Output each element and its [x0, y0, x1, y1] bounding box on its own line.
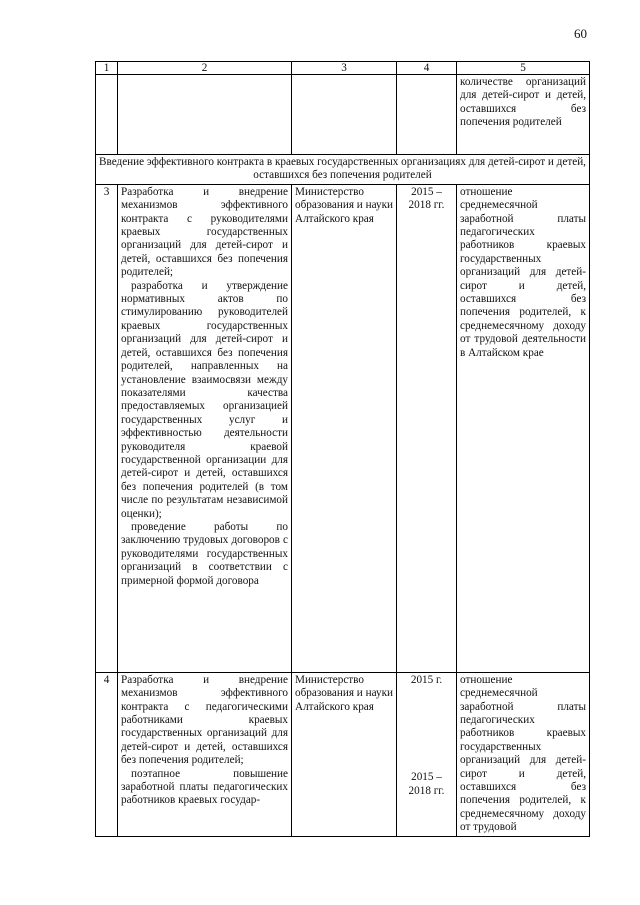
term-first: 2015 г. [410, 673, 443, 686]
page-number: 60 [574, 26, 587, 41]
term-end: 2018 гг. [408, 784, 445, 797]
header-cell-4: 4 [397, 62, 457, 75]
measures-table [95, 61, 590, 837]
measure-paragraph: разработка и утверждение нормативных актов по стимулированию руководителей краевых государственных организаций для детей-сирот и детей, оставшихся без попечения родителей, направленных на установление взаимосвязи между показателями качества предоставляемых организацией государственных услуг и эффективностью деятельности руководителя краевой государственной организации для детей-сирот и детей, оставшихся без попечения родителей (в том числе по результатам независимой оценки); [121, 279, 288, 520]
term-start: 2015 – [411, 771, 442, 784]
terms [397, 672, 457, 836]
continuation-cell-2 [118, 75, 292, 155]
executor: Министерство образования и науки Алтайского края [292, 672, 397, 836]
term-spacer [400, 701, 453, 715]
section-row [96, 155, 590, 185]
measure-paragraph: Разработка и внедрение механизмов эффективного контракта с руководителями краевых государственных организаций для детей-сирот и детей, оставшихся без попечения родителей; [121, 185, 288, 279]
continuation-cell-4 [397, 75, 457, 155]
term-spacer [400, 757, 453, 771]
term-start: 2015 – [411, 185, 442, 198]
header-cell-3: 3 [292, 62, 397, 75]
terms [397, 184, 457, 672]
term-spacer [400, 729, 453, 743]
term-end: 2018 гг. [408, 199, 445, 212]
measure-paragraph: поэтапное повышение заработной платы педагогических работников краевых государ- [121, 767, 288, 807]
executor: Министерство образования и науки Алтайского края [292, 184, 397, 672]
measure-description [118, 672, 292, 836]
term-spacer [400, 743, 453, 757]
measure-paragraph: Разработка и внедрение механизмов эффективного контракта с педагогическими работниками краевых государственных организаций для детей-сирот и детей, оставшихся без попечения родителей; [121, 673, 288, 767]
table-row [96, 672, 590, 836]
row-number: 4 [96, 672, 118, 836]
measure-description [118, 184, 292, 672]
table-row [96, 184, 590, 672]
continuation-row [96, 75, 590, 155]
measure-paragraph: проведение работы по заключению трудовых договоров с руководителями государственных организаций в соответствии с примерной формой договора [121, 520, 288, 587]
term-spacer [400, 687, 453, 701]
row-number: 3 [96, 184, 118, 672]
continuation-indicator: количестве организаций для детей-сирот и детей, оставшихся без попечения родителей [457, 75, 590, 155]
header-cell-5: 5 [457, 62, 590, 75]
header-cell-2: 2 [118, 62, 292, 75]
header-cell-1: 1 [96, 62, 118, 75]
continuation-cell-3 [292, 75, 397, 155]
indicator: отношение среднемесячной заработной платы педагогических работников краевых государственных организаций для детей-сирот и детей, оставшихся без попечения родителей, к среднемесячному доходу от трудовой деятельности в Алтайском крае [457, 184, 590, 672]
indicator: отношение среднемесячной заработной платы педагогических работников краевых государственных организаций для детей-сирот и детей, оставшихся без попечения родителей, к среднемесячному доходу от трудовой [457, 672, 590, 836]
continuation-cell-1 [96, 75, 118, 155]
section-title: Введение эффективного контракта в краевых государственных организациях для детей-сирот и детей, оставшихся без попечения родителей [96, 155, 590, 185]
term-spacer [400, 715, 453, 729]
header-row [96, 62, 590, 75]
